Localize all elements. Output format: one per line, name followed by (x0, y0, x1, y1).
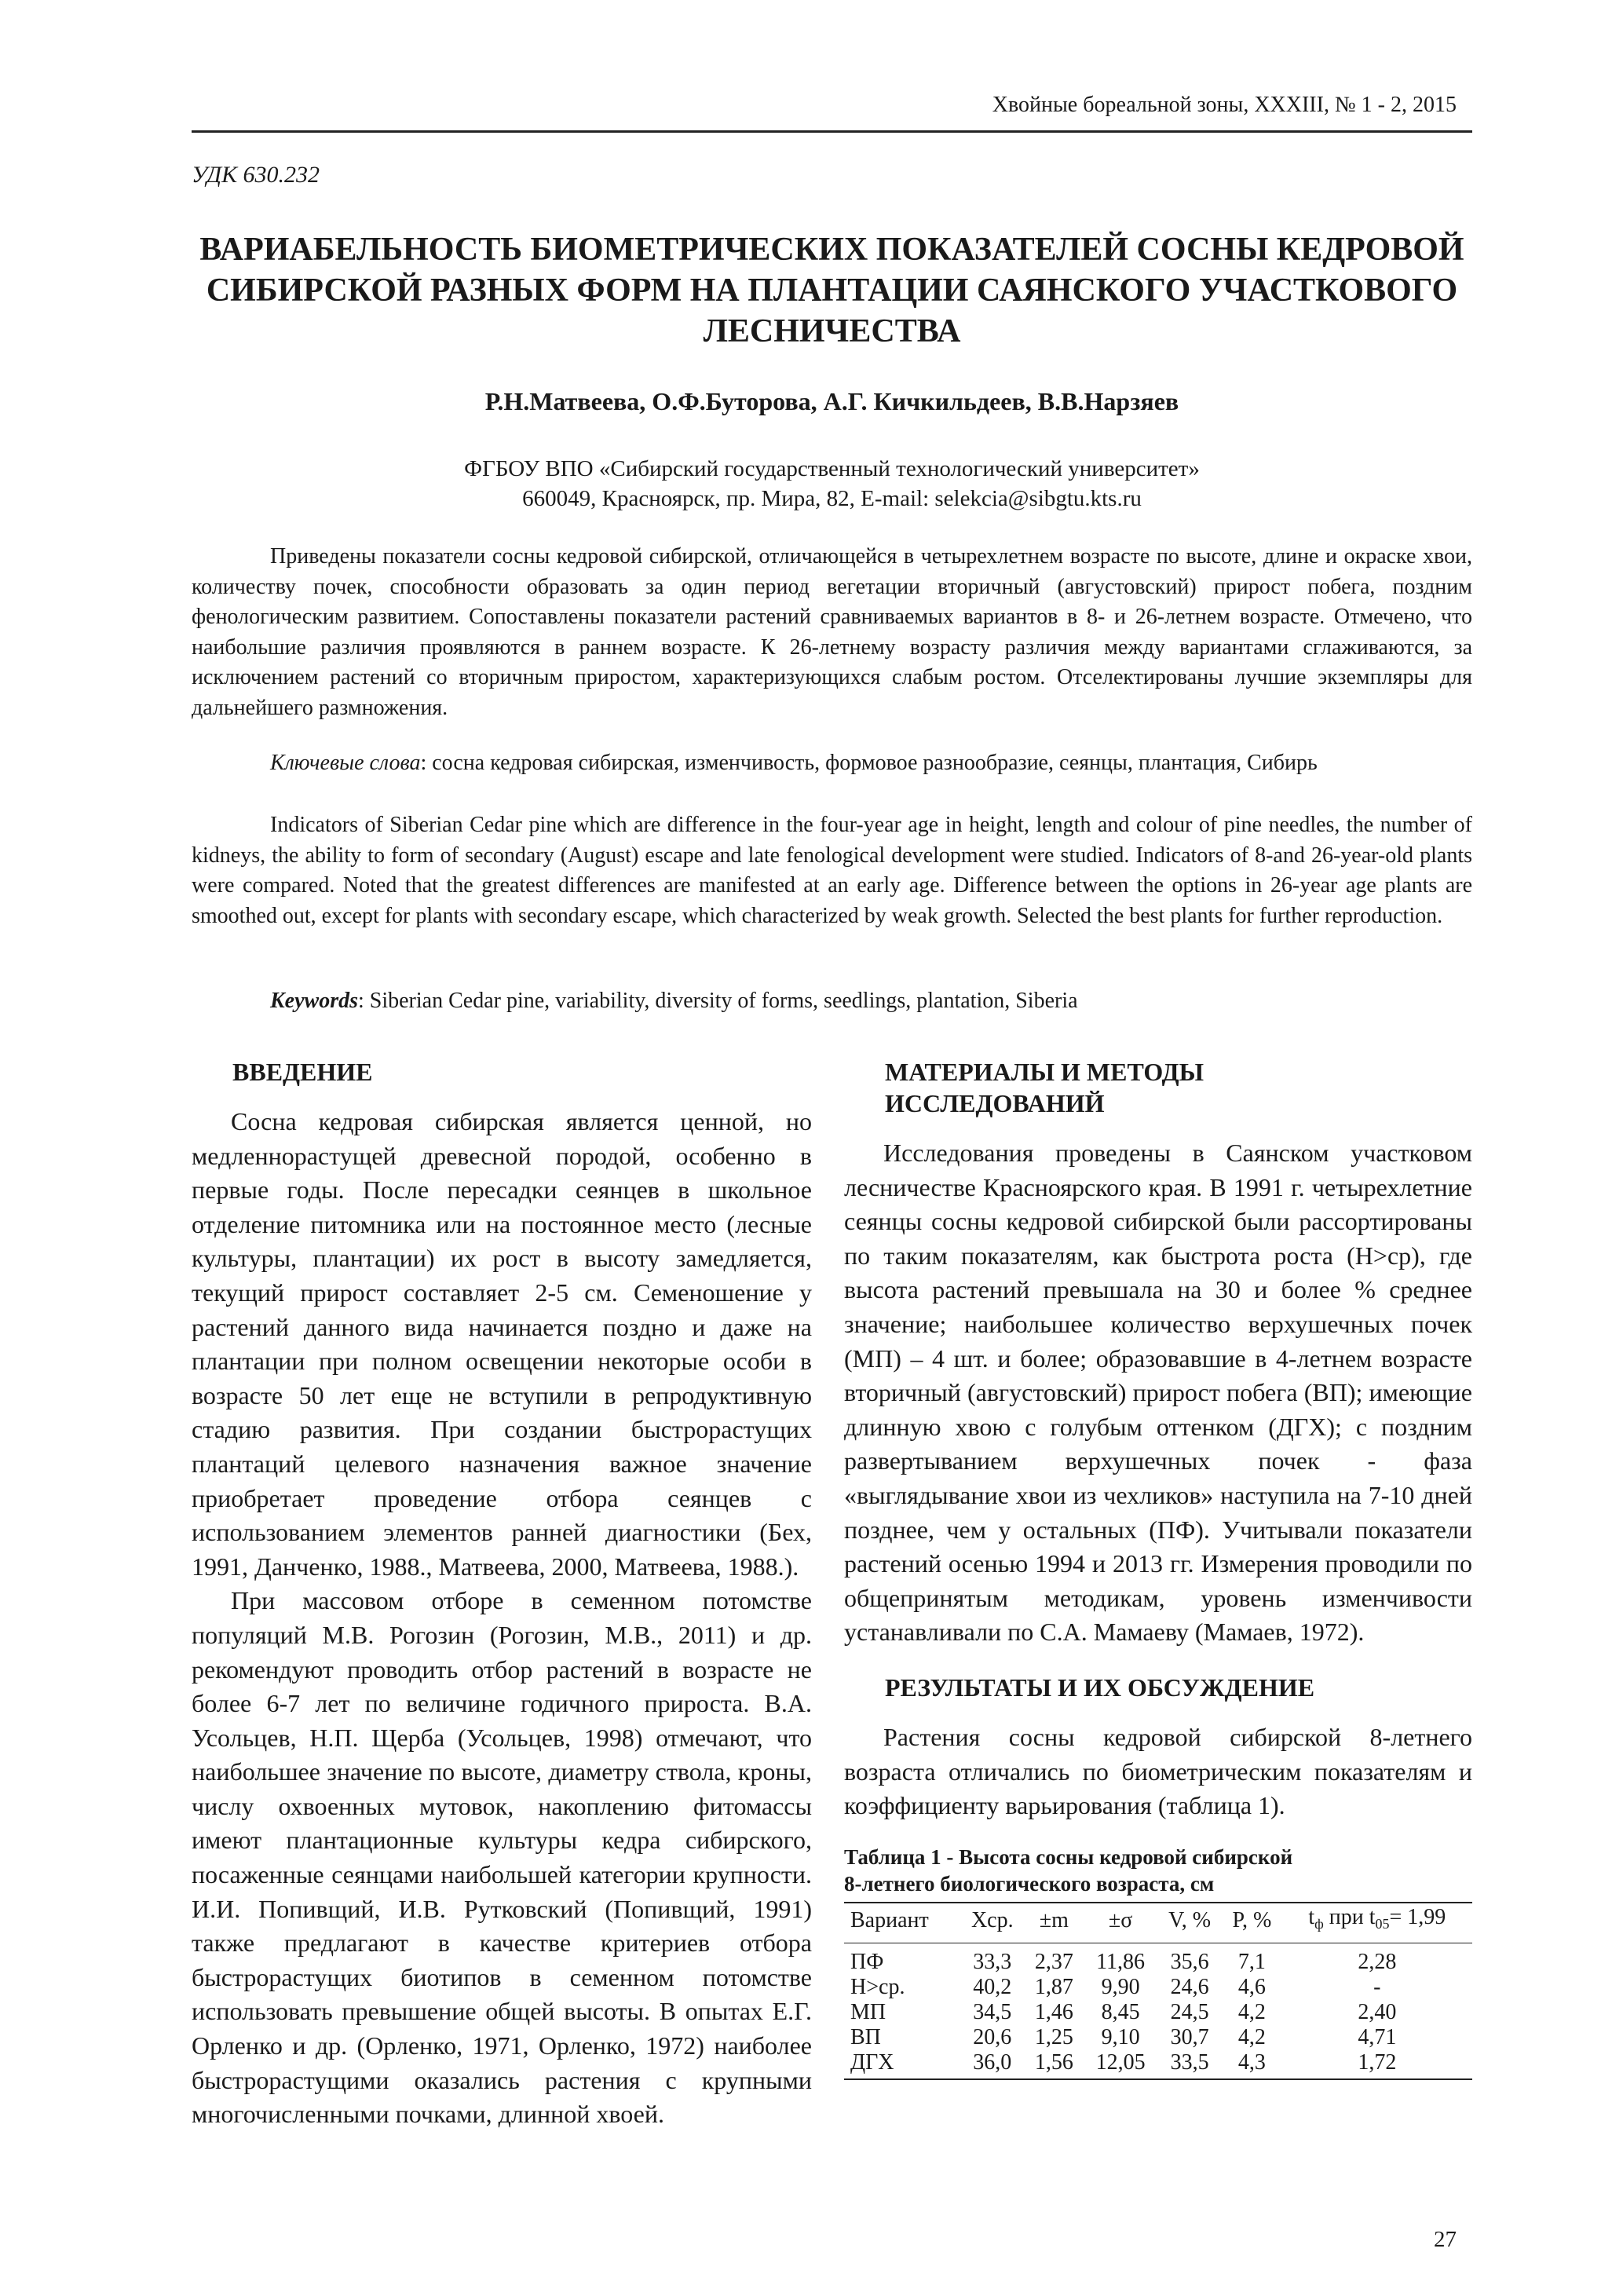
t-subscript: ф (1314, 1915, 1324, 1932)
table-header-cell: ±m (1025, 1903, 1084, 1943)
table-cell: 9,90 (1101, 1974, 1140, 1999)
table-header-cell-t-criterion (1282, 1903, 1472, 1943)
methods-heading-line-1: МАТЕРИАЛЫ И МЕТОДЫ (885, 1058, 1204, 1086)
table-cell: МП (850, 1999, 886, 2024)
abstract-english: Indicators of Siberian Cedar pine which are difference in the four-year age in height, length and colour of pine needles, the number of kidneys, the ability to form of secondary (August) escape and late fenological development were studied. Indicators of 8-and 26-year-old plants were compared. Noted that the greatest differences are manifested at an early age. Difference between the options in 26-year age plants are smoothed out, except for plants with secondary escape, which characterized by weak growth. Selected the best plants for further reproduction. (192, 813, 1472, 928)
table-cell: 20,6 (973, 2024, 1012, 2049)
udk-code: УДК 630.232 (192, 162, 320, 188)
table-cell: 1,25 (1034, 2024, 1073, 2049)
table-row (844, 2050, 1472, 2079)
table-row (844, 1975, 1472, 2000)
table-cell: 33,5 (1157, 2050, 1222, 2079)
affiliation-line-1: ФГБОУ ВПО «Сибирский государственный технологический университет» (464, 456, 1200, 481)
t-value: = 1,99 (1389, 1904, 1446, 1929)
section-gap (844, 1650, 1472, 1672)
table-1-caption-line-1: Таблица 1 - Высота сосны кедровой сибирской (844, 1844, 1293, 1869)
title-line-1: ВАРИАБЕЛЬНОСТЬ БИОМЕТРИЧЕСКИХ ПОКАЗАТЕЛЕЙ СОСНЫ КЕДРОВОЙ (199, 232, 1464, 268)
table-cell: 4,2 (1237, 2024, 1266, 2049)
intro-paragraph-2: При массовом отборе в семенном потомстве популяций М.В. Рогозин (Рогозин, М.В., 2011) и др. рекомендуют проводить отбор растений в возрасте не более 6-7 лет по величине годичного прироста. В.А. Усольцев, Н.П. Щерба (Усольцев, 1998) отмечают, что наибольшее значение по высоте, диаметру ствола, кроны, числу охвоенных мутовок, накоплению фитомассы имеют плантационные культуры кедра сибирского, посаженные сеянцами наибольшей категории крупности. И.И. Попивщий, И.В. Рутковский (Попивщий, 1991) также предлагают в качестве критериев отбора быстрорастущих биотипов в семенном потомстве использовать превышение общей высоты. В опытах Е.Г. Орленко и др. (Орленко, 1971, Орленко, 1972) наиболее быстрорастущими оказались растения с крупными многочисленными почками, длинной хвоей. (192, 1586, 812, 2129)
table-1-caption-line-2: 8-летнего биологического возраста, см (844, 1871, 1215, 1896)
methods-paragraph: Исследования проведены в Саянском участковом лесничестве Красноярского края. В 1991 г. четырехлетние сеянцы сосны кедровой сибирской были рассортированы по таким показателям, как быстрота роста (Н>ср), где высота растений превышала на 30 и более % среднее значение; наибольшее количество верхушечных почек (МП) – 4 шт. и более; образовавшие в 4-летнем возрасте вторичный (августовский) прирост побега (ВП); имеющие длинную хвою с голубым оттенком (ДГХ); с поздним развертыванием верхушечных почек - фаза «выглядывание хвои из чехликов» наступила на 7-10 дней позднее, чем у остальных (ПФ). Учитывали показатели растений осенью 1994 и 2013 гг. Измерения проводили по общепринятым методикам, уровень изменчивости устанавливали по С.А. Мамаеву (Мамаев, 1972). (844, 1139, 1472, 1647)
table-header-cell: P, % (1222, 1903, 1282, 1943)
table-header-cell: ±σ (1084, 1903, 1157, 1943)
authors: Р.Н.Матвеева, О.Ф.Буторова, А.Г. Кичкильдеев, В.В.Нарзяев (484, 387, 1179, 415)
right-column (844, 1056, 1472, 2080)
table-cell: - (1373, 1974, 1381, 1999)
table-cell: 30,7 (1170, 2024, 1209, 2049)
table-row (844, 1943, 1472, 1975)
methods-heading (844, 1056, 1472, 1119)
page-number: 27 (1434, 2227, 1457, 2252)
table-cell: Н>ср. (850, 1974, 905, 1999)
table-cell: 1,56 (1025, 2050, 1084, 2079)
table-cell: 2,37 (1034, 1949, 1073, 1974)
table-cell: 4,71 (1358, 2024, 1397, 2049)
table-cell: 12,05 (1084, 2050, 1157, 2079)
table-header-row (844, 1903, 1472, 1943)
table-cell: 34,5 (973, 1999, 1012, 2024)
t-mid: при t (1323, 1904, 1376, 1929)
affiliation (192, 454, 1472, 514)
table-cell: 40,2 (973, 1974, 1012, 1999)
table-cell: ПФ (850, 1949, 884, 1974)
title-line-2: СИБИРСКОЙ РАЗНЫХ ФОРМ НА ПЛАНТАЦИИ САЯНСКОГО УЧАСТКОВОГО (206, 272, 1458, 309)
running-head: Хвойные бореальной зоны, XXXIII, № 1 - 2, 2015 (992, 93, 1457, 117)
keywords-russian (192, 748, 1472, 779)
table-cell: 4,2 (1237, 1999, 1266, 2024)
keywords-russian-label: Ключевые слова (270, 751, 421, 775)
results-heading: РЕЗУЛЬТАТЫ И ИХ ОБСУЖДЕНИЕ (885, 1673, 1315, 1702)
affiliation-line-2: 660049, Красноярск, пр. Мира, 82, E-mail: selekcia@sibgtu.kts.ru (522, 486, 1142, 511)
keywords-english (192, 986, 1472, 1017)
abstract-russian: Приведены показатели сосны кедровой сибирской, отличающейся в четырехлетнем возрасте по высоте, длине и окраске хвои, количеству почек, способности образовать за один период вегетации вторичный (августовский) прирост побега, поздним фенологическим развитием. Сопоставлены показатели растений сравниваемых вариантов в 8- и 26-летнем возрасте. Отмечено, что наибольшие различия проявляются в раннем возрасте. К 26-летнему возрасту различия между вариантами сглаживаются, за исключением растений со вторичным приростом, характеризующихся слабым ростом. Отселектированы лучшие экземпляры для дальнейшего размножения. (192, 544, 1472, 720)
intro-heading: ВВЕДЕНИЕ (232, 1058, 373, 1086)
table-cell: 2,40 (1358, 1999, 1397, 2024)
article-title (192, 229, 1472, 352)
intro-paragraph-1: Сосна кедровая сибирская является ценной, но медленнорастущей древесной породой, особенно в первые годы. После пересадки сеянцев в школьное отделение питомника или на постоянное место (лесные культуры, плантации) их рост в высоту замедляется, текущий прирост составляет 2-5 см. Семеношение у растений данного вида начинается поздно и даже на плантации при полном освещении некоторые особи в возрасте 50 лет еще не вступили в репродуктивную стадию развития. При создании быстрорастущих плантаций целевого назначения важное значение приобретает проведение отбора сеянцев с использованием элементов ранней диагностики (Бех, 1991, Данченко, 1988., Матвеева, 2000, Матвеева, 1988.). (192, 1107, 812, 1581)
methods-heading-line-2: ИССЛЕДОВАНИЙ (885, 1089, 1105, 1117)
table-cell: 1,46 (1034, 1999, 1073, 2024)
keywords-english-text: : Siberian Cedar pine, variability, diversity of forms, seedlings, plantation, Siberia (358, 989, 1078, 1013)
table-cell: 36,0 (960, 2050, 1025, 2079)
table-row (844, 2000, 1472, 2025)
table-header-cell: V, % (1157, 1903, 1222, 1943)
t-symbol: t (1308, 1904, 1315, 1929)
keywords-english-label: Keywords (270, 989, 358, 1013)
table-cell: ДГХ (844, 2050, 960, 2079)
table-header-cell: Вариант (844, 1903, 960, 1943)
table-cell: 24,6 (1170, 1974, 1209, 1999)
table-header-cell: Хср. (960, 1903, 1025, 1943)
left-column (192, 1056, 812, 2132)
table-1 (844, 1902, 1472, 2080)
table-cell: 11,86 (1096, 1949, 1146, 1974)
table-cell: 4,6 (1237, 1974, 1266, 1999)
table-cell: ВП (850, 2024, 881, 2049)
table-cell: 4,3 (1222, 2050, 1282, 2079)
table-body (844, 1943, 1472, 2079)
table-cell: 9,10 (1101, 2024, 1140, 2049)
results-paragraph: Растения сосны кедровой сибирской 8-летнего возраста отличались по биометрическим показателям и коэффициенту варьирования (таблица 1). (844, 1722, 1472, 1820)
keywords-russian-text: : сосна кедровая сибирская, изменчивость, формовое разнообразие, сеянцы, плантация, Сибирь (420, 751, 1318, 775)
table-cell: 1,72 (1282, 2050, 1472, 2079)
table-cell: 8,45 (1101, 1999, 1140, 2024)
table-cell: 33,3 (973, 1949, 1012, 1974)
table-cell: 35,6 (1170, 1949, 1209, 1974)
title-line-3: ЛЕСНИЧЕСТВА (703, 313, 961, 349)
t-level-subscript: 05 (1375, 1915, 1390, 1932)
table-cell: 24,5 (1170, 1999, 1209, 2024)
table-cell: 2,28 (1358, 1949, 1397, 1974)
table-1-caption (844, 1844, 1472, 1897)
header-rule (192, 130, 1472, 133)
table-row (844, 2025, 1472, 2050)
table-cell: 7,1 (1237, 1949, 1266, 1974)
table-cell: 1,87 (1034, 1974, 1073, 1999)
